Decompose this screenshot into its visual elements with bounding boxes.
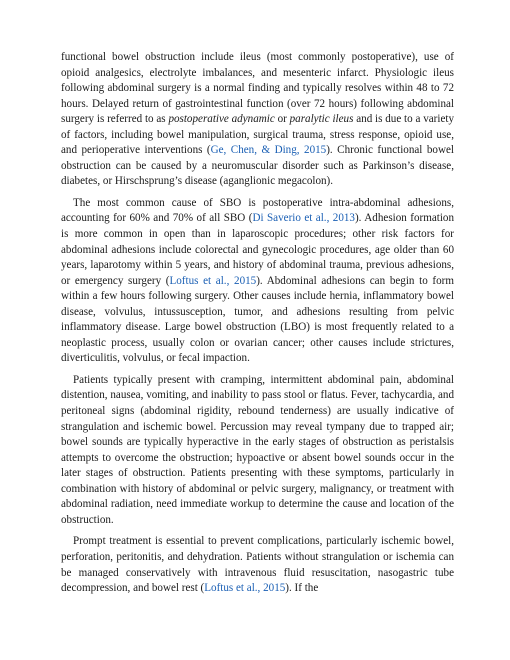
paragraph-functional-obstruction xyxy=(61,50,454,190)
citation-link[interactable]: Di Saverio et al., 2013 xyxy=(252,212,355,225)
paragraph-text: and is due to a variety of factors, including bowel manipulation, surgical trauma, stress response, opioid use, and perioperative interventions ( xyxy=(61,113,455,157)
italic-term: postoperative adynamic xyxy=(168,113,275,126)
paragraph-text: ). Chronic functional bowel obstruction can be caused by a neuromuscular disorder such as Parkinson’s disease, diabetes, or Hirschsprung’s disease (aganglionic megacolon). xyxy=(61,144,454,188)
citation-link[interactable]: Loftus et al., 2015 xyxy=(204,582,286,595)
paragraph-text: ). If the xyxy=(285,582,319,595)
paragraph-text: Patients typically present with cramping, intermittent abdominal pain, abdominal distention, nausea, vomiting, and inability to pass stool or flatus. Fever, tachycardia, and peritoneal signs (abdominal rigidity, rebound tenderness) are usually indicative of strangulation and ischemic bowel. Percussion may reveal tympany due to trapped air; bowel sounds are typically hyperactive in the early stages of obstruction as peristalsis attempts to overcome the obstruction; hypoactive or absent bowel sounds occur in the later stages of obstruction. Patients presenting with these symptoms, particularly in combination with history of abdominal or pelvic surgery, malignancy, or treatment with abdominal radiation, need immediate workup to determine the cause and location of the obstruction. xyxy=(61,373,454,526)
paragraph-text: The most common cause of SBO is postoperative intra-abdominal adhesions, accounting for 60% and 70% of all SBO ( xyxy=(61,196,454,225)
paragraph-text: functional bowel obstruction include ileus (most commonly postoperative), use of opioid analgesics, electrolyte imbalances, and mesenteric infarct. Physiologic ileus following abdominal surgery is a normal finding and typically resolves within 48 to 72 hours. Delayed return of gastrointestinal function (over 72 hours) following abdominal surgery is referred to as xyxy=(61,51,454,126)
citation-link[interactable]: Loftus et al., 2015 xyxy=(169,274,257,287)
italic-term: paralytic ileus xyxy=(289,113,354,126)
paragraph-treatment xyxy=(61,534,454,596)
paragraph-sbo-causes xyxy=(61,196,454,367)
paragraph-presentation xyxy=(61,373,454,528)
paragraph-text: Prompt treatment is essential to prevent complications, particularly ischemic bowel, perforation, peritonitis, and dehydration. Patients without strangulation or ischemia can be managed conservatively with intravenous fluid resuscitation, nasogastric tube decompression, and bowel rest ( xyxy=(61,535,454,595)
document-page xyxy=(61,50,454,603)
paragraph-text: or xyxy=(274,113,290,126)
paragraph-text: ). Abdominal adhesions can begin to form within a few hours following surgery. Other causes include hernia, inflammatory bowel disease, volvulus, intussusception, tumor, and adhesions resulting from pelvic inflammatory disease. Large bowel obstruction (LBO) is most frequently related to a neoplastic process, usually colon or ovarian cancer; other causes include strictures, diverticulitis, volvulus, or fecal impaction. xyxy=(61,274,455,365)
citation-link[interactable]: Ge, Chen, & Ding, 2015 xyxy=(210,144,327,157)
paragraph-text: ). Adhesion formation is more common in open than in laparoscopic procedures; other risk factors for abdominal adhesions include colorectal and gynecologic procedures, age older than 60 years, laparotomy within 5 years, and history of abdominal trauma, previous adhesions, or emergency surgery ( xyxy=(61,212,454,287)
